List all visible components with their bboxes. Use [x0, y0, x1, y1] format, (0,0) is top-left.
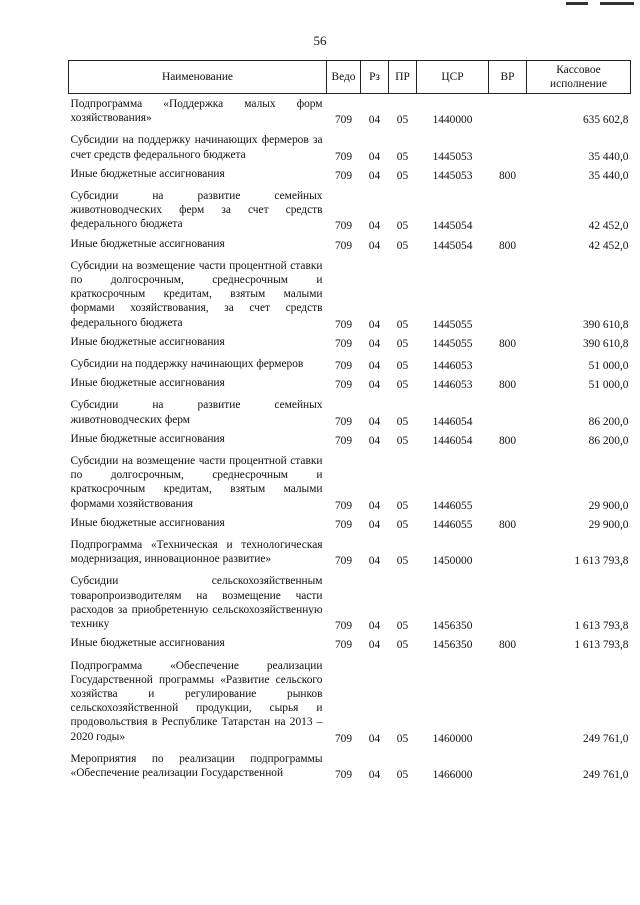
row-pr: 05	[396, 337, 409, 350]
row-amount: 42 452,0	[588, 220, 629, 233]
row-ved: 709	[334, 220, 353, 233]
row-vr	[489, 351, 527, 373]
row-ved: 709	[334, 379, 353, 392]
row-csr: 1446055	[432, 499, 473, 512]
table-row	[69, 332, 631, 351]
row-name: Иные бюджетные ассигнования	[70, 432, 225, 445]
row-ved: 709	[334, 555, 353, 568]
table-row	[69, 373, 631, 392]
row-name: Субсидии сельскохозяйственным товаропроизводителям на возмещение части расходов за приобретенную сельскохозяйственную технику	[70, 575, 323, 631]
table-row	[69, 653, 631, 746]
row-ved: 709	[334, 169, 353, 182]
row-vr	[489, 568, 527, 633]
row-name: Иные бюджетные ассигнования	[70, 335, 225, 348]
row-pr: 05	[396, 768, 409, 781]
row-ved: 709	[334, 732, 353, 745]
row-pr: 05	[396, 639, 409, 652]
row-ved: 709	[334, 620, 353, 633]
scan-mark	[600, 2, 634, 5]
row-rz: 04	[368, 114, 381, 127]
row-amount: 1 613 793,8	[574, 620, 629, 633]
table-row	[69, 746, 631, 782]
table-row	[69, 633, 631, 652]
table-row	[69, 253, 631, 332]
row-amount: 635 602,8	[582, 114, 629, 127]
row-rz: 04	[368, 518, 381, 531]
row-csr: 1460000	[432, 732, 473, 745]
row-name: Субсидии на поддержку начинающих фермеров за счет средств федерального бюджета	[70, 134, 323, 161]
row-pr: 05	[396, 220, 409, 233]
budget-table	[68, 60, 631, 782]
row-amount: 29 900,0	[588, 518, 629, 531]
header-ved: Ведо	[327, 61, 361, 94]
row-name: Субсидии на поддержку начинающих фермеров	[70, 358, 304, 371]
header-amount: Кассовое исполнение	[527, 61, 631, 94]
row-amount: 29 900,0	[588, 499, 629, 512]
row-amount: 86 200,0	[588, 434, 629, 447]
row-rz: 04	[368, 379, 381, 392]
row-csr: 1446054	[432, 415, 473, 428]
table-row	[69, 94, 631, 128]
row-pr: 05	[396, 555, 409, 568]
row-pr: 05	[396, 360, 409, 373]
row-csr: 1466000	[432, 768, 473, 781]
row-pr: 05	[396, 114, 409, 127]
row-pr: 05	[396, 518, 409, 531]
row-ved: 709	[334, 318, 353, 331]
table-row	[69, 532, 631, 568]
row-vr: 800	[498, 239, 517, 252]
row-pr: 05	[396, 499, 409, 512]
table-row	[69, 429, 631, 448]
row-rz: 04	[368, 220, 381, 233]
row-amount: 51 000,0	[588, 379, 629, 392]
row-ved: 709	[334, 360, 353, 373]
row-pr: 05	[396, 732, 409, 745]
row-name: Мероприятия по реализации подпрограммы «Обеспечение реализации Государственной	[70, 752, 323, 779]
row-amount: 1 613 793,8	[574, 555, 629, 568]
row-name: Субсидии на развитие семейных животноводческих ферм за счет средств федерального бюджета	[70, 190, 323, 231]
row-pr: 05	[396, 620, 409, 633]
row-vr: 800	[498, 337, 517, 350]
row-vr: 800	[498, 169, 517, 182]
row-csr: 1446055	[432, 518, 473, 531]
row-ved: 709	[334, 434, 353, 447]
table-row	[69, 351, 631, 373]
table-row	[69, 513, 631, 532]
row-amount: 42 452,0	[588, 239, 629, 252]
row-csr: 1446053	[432, 379, 473, 392]
row-pr: 05	[396, 434, 409, 447]
row-vr: 800	[498, 434, 517, 447]
row-csr: 1456350	[432, 639, 473, 652]
row-vr	[489, 253, 527, 332]
row-amount: 390 610,8	[582, 318, 629, 331]
row-amount: 35 440,0	[588, 169, 629, 182]
row-csr: 1445055	[432, 337, 473, 350]
row-name: Субсидии на возмещение части процентной ставки по долгосрочным, среднесрочным и краткосрочным кредитам, взятым малыми формами хозяйствования, за счет средств федерального бюджета	[70, 259, 323, 329]
row-vr	[489, 746, 527, 782]
table-row	[69, 127, 631, 163]
row-name: Субсидии на развитие семейных животноводческих ферм	[70, 399, 323, 426]
row-vr: 800	[498, 379, 517, 392]
row-name: Субсидии на возмещение части процентной ставки по долгосрочным, среднесрочным и краткосрочным кредитам, взятым малыми формами хозяйствования	[70, 455, 323, 510]
row-ved: 709	[334, 415, 353, 428]
row-pr: 05	[396, 379, 409, 392]
row-amount: 390 610,8	[582, 337, 629, 350]
row-rz: 04	[368, 434, 381, 447]
row-csr: 1446053	[432, 360, 473, 373]
row-csr: 1440000	[432, 114, 473, 127]
header-vr: ВР	[489, 61, 527, 94]
row-rz: 04	[368, 239, 381, 252]
row-name: Иные бюджетные ассигнования	[70, 516, 225, 529]
row-rz: 04	[368, 555, 381, 568]
row-rz: 04	[368, 415, 381, 428]
row-ved: 709	[334, 150, 353, 163]
row-csr: 1445053	[432, 150, 473, 163]
scan-mark	[566, 2, 588, 5]
row-vr	[489, 653, 527, 746]
header-pr: ПР	[389, 61, 417, 94]
row-rz: 04	[368, 620, 381, 633]
row-pr: 05	[396, 239, 409, 252]
row-rz: 04	[368, 732, 381, 745]
row-amount: 1 613 793,8	[574, 639, 629, 652]
row-name: Подпрограмма «Поддержка малых форм хозяйствования»	[70, 98, 323, 125]
row-name: Иные бюджетные ассигнования	[70, 377, 225, 390]
row-ved: 709	[334, 114, 353, 127]
page-number: 56	[313, 33, 327, 48]
row-rz: 04	[368, 150, 381, 163]
table-row	[69, 568, 631, 633]
table-row	[69, 164, 631, 183]
row-csr: 1445055	[432, 318, 473, 331]
row-csr: 1445054	[432, 220, 473, 233]
row-ved: 709	[334, 639, 353, 652]
header-rz: Рз	[361, 61, 389, 94]
row-rz: 04	[368, 318, 381, 331]
row-ved: 709	[334, 337, 353, 350]
row-name: Иные бюджетные ассигнования	[70, 637, 225, 650]
row-rz: 04	[368, 360, 381, 373]
row-amount: 249 761,0	[582, 732, 629, 745]
row-amount: 86 200,0	[588, 415, 629, 428]
row-rz: 04	[368, 639, 381, 652]
row-name: Подпрограмма «Обеспечение реализации Государственной программы «Развитие сельского хозяйства и регулирование рынков сельскохозяйственной продукции, сырья и продовольствия в Республике Татарстан на 2013 – 2020 годы»	[70, 659, 323, 743]
row-pr: 05	[396, 169, 409, 182]
row-rz: 04	[368, 768, 381, 781]
row-csr: 1456350	[432, 620, 473, 633]
table-row	[69, 448, 631, 513]
row-ved: 709	[334, 768, 353, 781]
row-vr	[489, 532, 527, 568]
row-rz: 04	[368, 337, 381, 350]
row-amount: 249 761,0	[582, 768, 629, 781]
row-ved: 709	[334, 239, 353, 252]
row-vr	[489, 127, 527, 163]
row-vr	[489, 183, 527, 234]
row-csr: 1445054	[432, 239, 473, 252]
row-name: Иные бюджетные ассигнования	[70, 237, 225, 250]
row-csr: 1445053	[432, 169, 473, 182]
header-csr: ЦСР	[417, 61, 489, 94]
row-rz: 04	[368, 169, 381, 182]
table-row	[69, 183, 631, 234]
row-pr: 05	[396, 415, 409, 428]
row-ved: 709	[334, 499, 353, 512]
row-rz: 04	[368, 499, 381, 512]
row-vr: 800	[498, 518, 517, 531]
row-vr	[489, 448, 527, 513]
row-vr	[489, 392, 527, 428]
table-row	[69, 234, 631, 253]
header-name: Наименование	[69, 61, 327, 94]
row-pr: 05	[396, 150, 409, 163]
row-name: Иные бюджетные ассигнования	[70, 167, 225, 180]
row-vr	[489, 94, 527, 128]
row-amount: 35 440,0	[588, 150, 629, 163]
row-vr: 800	[498, 639, 517, 652]
row-amount: 51 000,0	[588, 360, 629, 373]
table-row	[69, 392, 631, 428]
row-csr: 1450000	[432, 555, 473, 568]
table-header	[69, 61, 631, 94]
row-ved: 709	[334, 518, 353, 531]
row-pr: 05	[396, 318, 409, 331]
row-csr: 1446054	[432, 434, 473, 447]
row-name: Подпрограмма «Техническая и технологическая модернизация, инновационное развитие»	[70, 539, 323, 566]
